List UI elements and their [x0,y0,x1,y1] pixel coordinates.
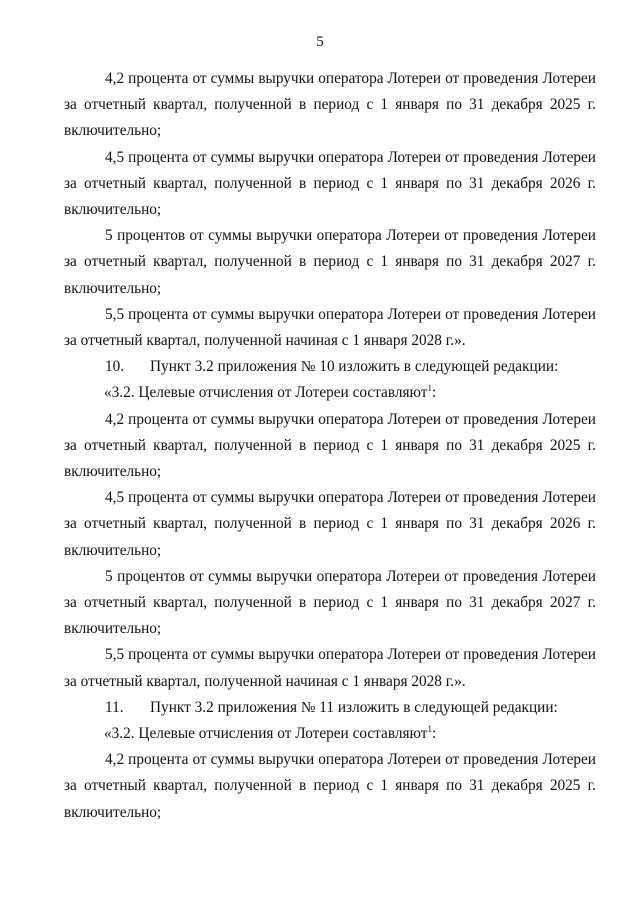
item-text: Пункт 3.2 приложения № 10 изложить в следующей редакции: [150,358,559,376]
item-number: 10. [105,358,125,376]
quote-tail: : [431,384,437,402]
footnote-marker: 1 [427,383,432,394]
paragraph-rate-2027: 5 процентов от суммы выручки оператора Лотереи от проведения Лотереи за отчетный квартал, полученной в период с 1 января по 31 декабря 2027 г. включительно; [64,567,596,638]
footnote-marker: 1 [427,724,432,735]
quote-text: «3.2. Целевые отчисления от Лотереи составляют [104,384,428,402]
quoted-clause-heading [64,380,596,406]
quote-tail: : [431,725,437,743]
quoted-clause-heading [64,721,596,747]
paragraph-rate-2026: 4,5 процента от суммы выручки оператора Лотереи от проведения Лотереи за отчетный квартал, полученной в период с 1 января по 31 декабря 2026 г. включительно; [64,489,596,559]
paragraph-rate-2028: 5,5 процента от суммы выручки оператора Лотереи от проведения Лотереи за отчетный квартал, полученной начиная с 1 января 2028 г.». [64,305,596,350]
numbered-item-11 [64,695,596,721]
numbered-item-10 [64,354,596,380]
document-body [64,66,596,826]
paragraph-rate-2025: 4,2 процента от суммы выручки оператора Лотереи от проведения Лотереи за отчетный квартал, полученной в период с 1 января по 31 декабря 2025 г. включительно; [64,410,596,481]
paragraph-rate-2025: 4,2 процента от суммы выручки оператора Лотереи от проведения Лотереи за отчетный квартал, полученной в период с 1 января по 31 декабря 2025 г. включительно; [64,70,596,140]
paragraph-rate-2028: 5,5 процента от суммы выручки оператора Лотереи от проведения Лотереи за отчетный квартал, полученной начиная с 1 января 2028 г.». [64,646,596,690]
paragraph-rate-2027: 5 процентов от суммы выручки оператора Лотереи от проведения Лотереи за отчетный квартал, полученной в период с 1 января по 31 декабря 2027 г. включительно; [64,227,596,297]
item-text: Пункт 3.2 приложения № 11 изложить в следующей редакции: [150,698,558,716]
page-number: 5 [316,34,324,50]
paragraph-rate-2025: 4,2 процента от суммы выручки оператора Лотереи от проведения Лотереи за отчетный квартал, полученной в период с 1 января по 31 декабря 2025 г. включительно; [64,751,596,821]
item-number: 11. [105,698,124,716]
quote-text: «3.2. Целевые отчисления от Лотереи составляют [104,725,428,743]
paragraph-rate-2026: 4,5 процента от суммы выручки оператора Лотереи от проведения Лотереи за отчетный квартал, полученной в период с 1 января по 31 декабря 2026 г. включительно; [64,148,596,219]
